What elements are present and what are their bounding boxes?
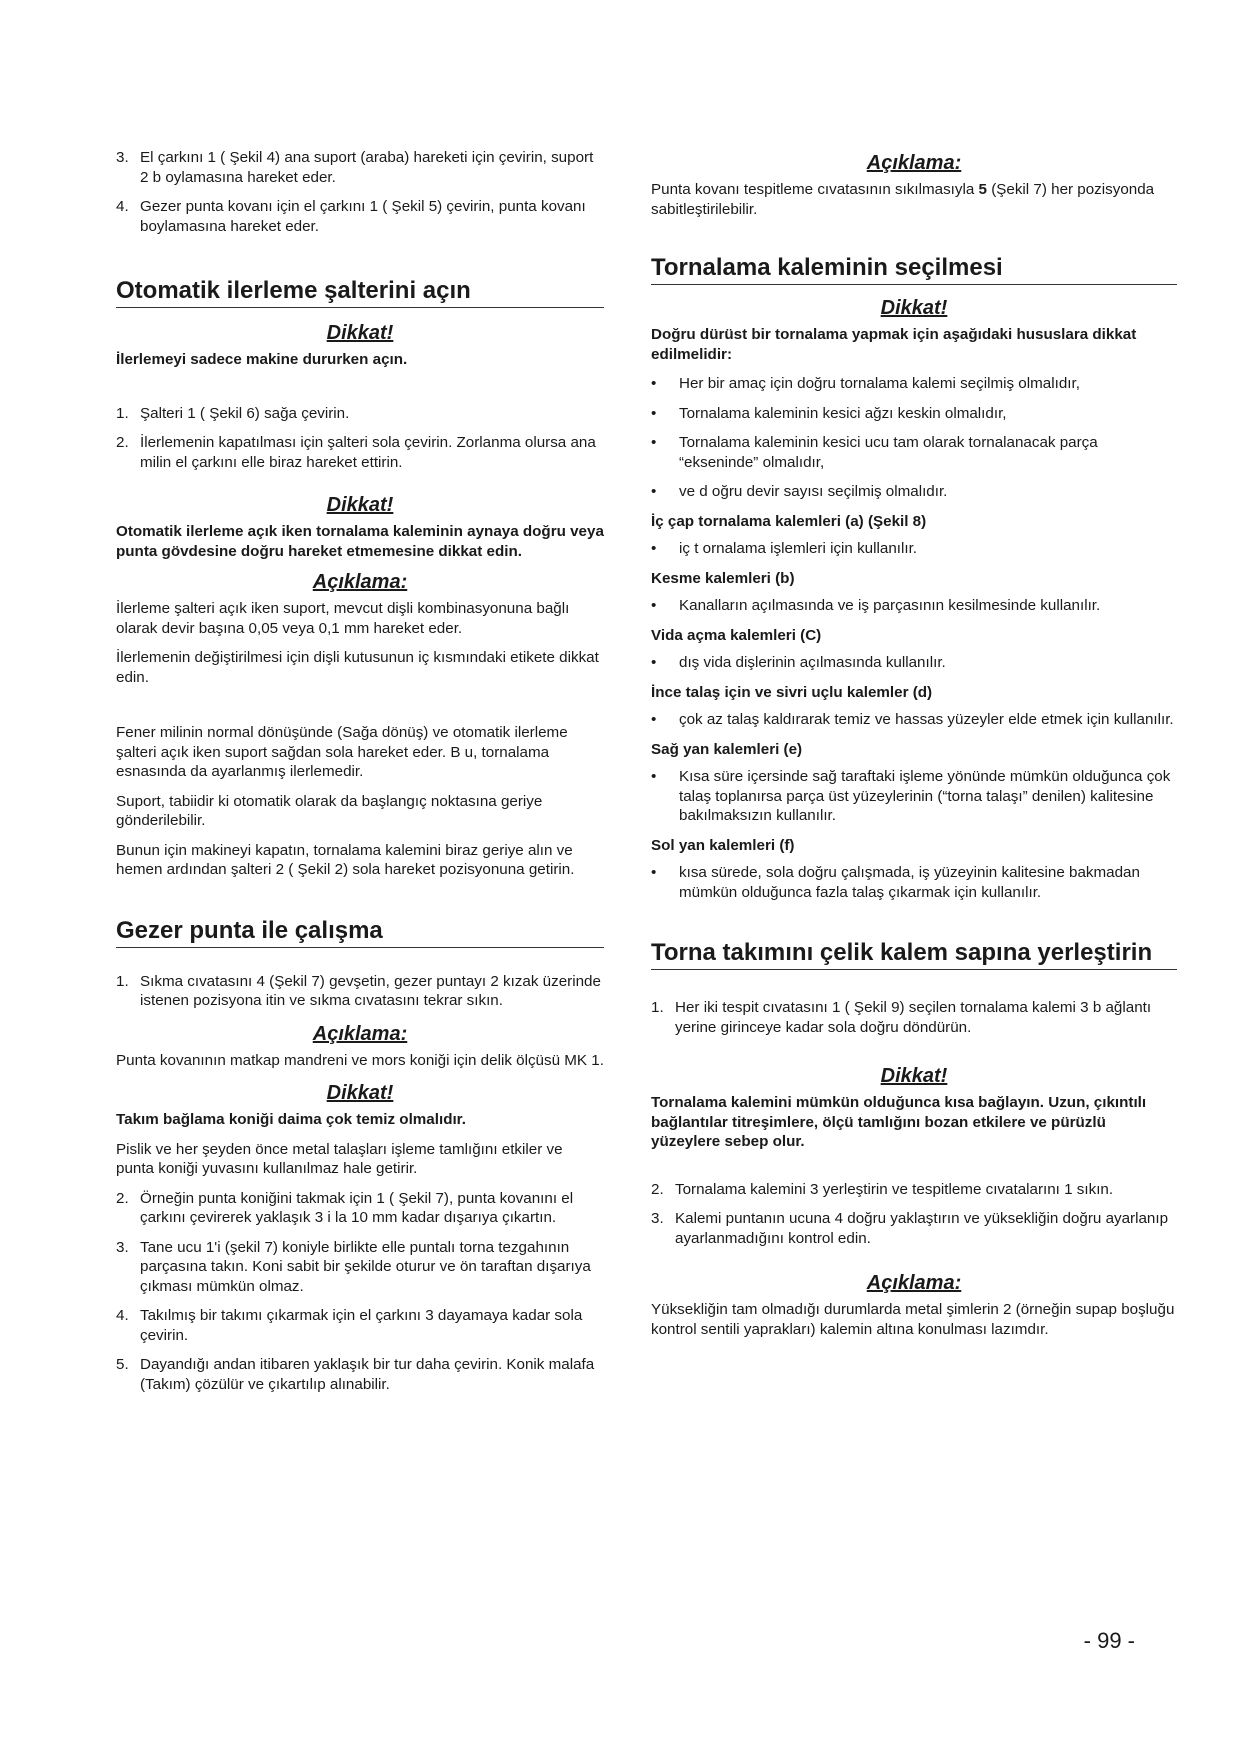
list-item: 2. Tornalama kalemini 3 yerleştirin ve tespitleme cıvatalarını 1 sıkın. <box>651 1180 1114 1198</box>
list-item: 2. İlerlemenin kapatılması için şalteri sola çevirin. Zorlanma olursa ana milin el çarkını elle biraz hareket ettirin. <box>116 434 596 471</box>
section-heading: Torna takımını çelik kalem sapına yerleştirin <box>651 940 1177 970</box>
paragraph: Fener milinin normal dönüşünde (Sağa dönüş) ve otomatik ilerleme şalteri açık iken suport sağdan sola hareket eder. B u, tornalama esnasında da ayarlanmış ilerlemedir. <box>116 724 568 780</box>
list-item: • Tornalama kaleminin kesici ağzı keskin olmalıdır, <box>651 404 1007 422</box>
list-item: • Kısa süre içersinde sağ taraftaki işleme yönünde mümkün olduğunca çok talaş toplanırsa parça üst yüzeylerinin (“torna talaşı” denilen) kalitesine bakılmaksızın kullanılır. <box>651 768 1171 824</box>
list-item: • Her bir amaç için doğru tornalama kalemi seçilmiş olmalıdır, <box>651 375 1080 392</box>
warning-title: Dikkat! <box>326 322 394 344</box>
list-item: 4. Gezer punta kovanı için el çarkını 1 ( Şekil 5) çevirin, punta kovanı boylamasına hareket eder. <box>116 198 586 235</box>
warning-title: Dikkat! <box>880 297 948 319</box>
list-item: • Tornalama kaleminin kesici ucu tam olarak tornalanacak parça “ekseninde” olmalıdır, <box>651 434 1098 471</box>
list-item: 3. Tane ucu 1'i (şekil 7) koniyle birlikte elle puntalı torna tezgahının parçasına takın. Koni sabit bir şekilde oturur ve ön taraftan dışarıya çıkması mümkün olmaz. <box>116 1238 591 1295</box>
list-item: 4. Takılmış bir takımı çıkarmak için el çarkını 3 dayamaya kadar sola çevirin. <box>116 1307 583 1344</box>
paragraph: Pislik ve her şeyden önce metal talaşları işleme tamlığını etkiler ve punta koniği yuvasını kullanılmaz hale getirir. <box>116 1140 563 1177</box>
note-title: Açıklama: <box>312 571 408 593</box>
list-item: • çok az talaş kaldırarak temiz ve hassas yüzeyler elde etmek için kullanılır. <box>651 711 1174 728</box>
left-column <box>116 148 604 1404</box>
note-title: Açıklama: <box>866 1272 962 1294</box>
section-heading: Tornalama kaleminin seçilmesi <box>651 255 1177 285</box>
note-text: Punta kovanı tespitleme cıvatasının sıkılmasıyla 5 (Şekil 7) her pozisyonda sabitleştirilebilir. <box>651 181 1155 218</box>
list-1 <box>116 148 604 236</box>
warning-text: İlerlemeyi sadece makine dururken açın. <box>116 351 408 368</box>
list-item: • ve d oğru devir sayısı seçilmiş olmalıdır. <box>651 483 948 500</box>
note-text: İlerleme şalteri açık iken suport, mevcut dişli kombinasyonuna bağlı olarak devir başına 0,05 veya 0,1 mm hareket eder. <box>116 600 570 637</box>
list-item: • kısa sürede, sola doğru çalışmada, iş yüzeyinin kalitesine bakmadan mümkün olduğunca fazla talaş çıkarmak için kullanılır. <box>651 864 1140 901</box>
warning-text: Otomatik ilerleme açık iken tornalama kaleminin aynaya doğru veya punta gövdesine doğru hareket etmemesine dikkat edin. <box>116 523 604 560</box>
list-item: 5. Dayandığı andan itibaren yaklaşık bir tur daha çevirin. Konik malafa (Takım) çözülür ve çıkartılıp alınabilir. <box>116 1356 595 1393</box>
note-text: Yüksekliğin tam olmadığı durumlarda metal şimlerin 2 (örneğin supap boşluğu kontrol sentili yaprakları) kalemin altına konulması lazımdır. <box>651 1301 1175 1338</box>
section-heading: Gezer punta ile çalışma <box>116 918 604 948</box>
paragraph: Bunun için makineyi kapatın, tornalama kalemini biraz geriye alın ve hemen ardından şalteri 2 ( Şekil 2) sola hareket pozisyonuna getirin. <box>116 841 575 878</box>
list-item: • Kanalların açılmasında ve iş parçasının kesilmesinde kullanılır. <box>651 597 1101 614</box>
warning-text: Takım bağlama koniği daima çok temiz olmalıdır. <box>116 1111 466 1128</box>
subsection-title: İç çap tornalama kalemleri (a) (Şekil 8) <box>651 512 927 530</box>
warning-title: Dikkat! <box>326 1082 394 1104</box>
subsection-title: Sol yan kalemleri (f) <box>651 836 795 854</box>
section-heading: Otomatik ilerleme şalterini açın <box>116 278 604 308</box>
warning-text: Tornalama kalemini mümkün olduğunca kısa bağlayın. Uzun, çıkıntılı bağlantılar titreşimlere, ölçü tamlığını bozan etkilere ve pürüzlü yüzeylere sebep olur. <box>651 1094 1147 1150</box>
note-title: Açıklama: <box>312 1022 408 1045</box>
list-item: • iç t ornalama işlemleri için kullanılır. <box>651 540 918 557</box>
list-item: 1. Her iki tespit cıvatasını 1 ( Şekil 9) seçilen tornalama kalemi 3 b ağlantı yerine girinceye kadar sola doğru döndürün. <box>651 999 1152 1036</box>
warning-title: Dikkat! <box>880 1065 948 1087</box>
note-text: İlerlemenin değiştirilmesi için dişli kutusunun iç kısmındaki etikete dikkat edin. <box>116 649 599 686</box>
subsection-title: Sağ yan kalemleri (e) <box>651 740 803 758</box>
warning-text: Doğru dürüst bir tornalama yapmak için aşağıdaki hususlara dikkat edilmelidir: <box>651 326 1137 363</box>
page-number: - 99 - <box>1083 1628 1135 1653</box>
list-item: 1. Şalteri 1 ( Şekil 6) sağa çevirin. <box>116 404 350 422</box>
list-item: • dış vida dişlerinin açılmasında kullanılır. <box>651 654 946 671</box>
list-item: 2. Örneğin punta koniğini takmak için 1 ( Şekil 7), punta kovanını el çarkını çevirerek yaklaşık 3 i la 10 mm kadar dışarıya çıkartın. <box>116 1189 574 1226</box>
list-item: 3. Kalemi puntanın ucuna 4 doğru yaklaştırın ve yüksekliğin doğru ayarlanıp ayarlanmadığını kontrol edin. <box>651 1210 1169 1247</box>
right-column <box>651 152 1177 1339</box>
note-text: Punta kovanının matkap mandreni ve mors koniği için delik ölçüsü MK 1. <box>116 1051 604 1069</box>
paragraph: Suport, tabiidir ki otomatik olarak da başlangıç noktasına geriye gönderilebilir. <box>116 792 543 829</box>
note-title: Açıklama: <box>866 152 962 174</box>
subsection-title: Kesme kalemleri (b) <box>651 569 795 587</box>
subsection-title: Vida açma kalemleri (C) <box>651 626 822 644</box>
warning-title: Dikkat! <box>326 494 394 516</box>
list-item: 1. Sıkma cıvatasını 4 (Şekil 7) gevşetin, gezer puntayı 2 kızak üzerinde istenen pozisyona itin ve sıkma cıvatasını tekrar sıkın. <box>116 972 601 1009</box>
subsection-title: İnce talaş için ve sivri uçlu kalemler (d) <box>651 683 933 701</box>
list-item: 3. El çarkını 1 ( Şekil 4) ana suport (araba) hareketi için çevirin, suport 2 b oylamasına hareket eder. <box>116 149 594 186</box>
